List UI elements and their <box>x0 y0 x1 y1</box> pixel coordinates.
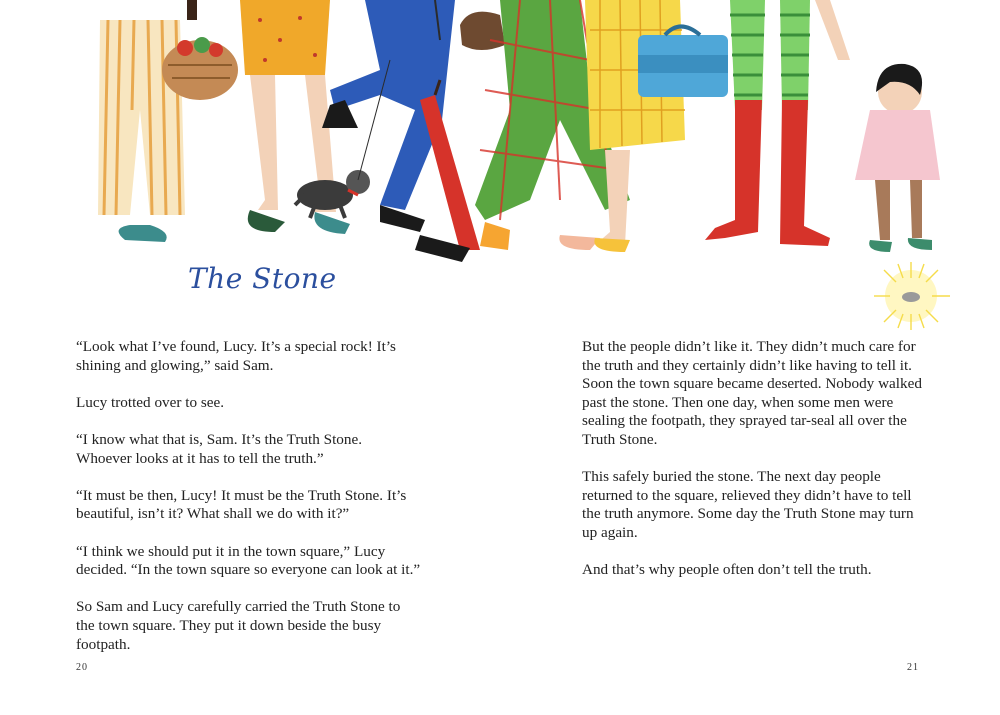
right-page-text <box>582 338 932 598</box>
brown-bag <box>460 12 505 50</box>
paragraph: “Look what I’ve found, Lucy. It’s a special rock! It’s shining and glowing,” said Sam. <box>76 338 396 374</box>
page-number-left: 20 <box>76 662 88 673</box>
left-page-text <box>76 338 421 673</box>
paragraph: “It must be then, Lucy! It must be the Truth Stone. It’s beautiful, isn’t it? What shall we do with it?” <box>76 486 407 523</box>
page-number-right: 21 <box>907 662 919 673</box>
blue-briefcase <box>638 27 728 98</box>
story-title: The Stone <box>188 262 337 295</box>
crowd-illustration <box>90 0 960 270</box>
paragraph: So Sam and Lucy carefully carried the Truth Stone to the town square. They put it down beside the busy footpath. <box>76 598 401 653</box>
glowing-stone <box>866 258 956 333</box>
paragraph: “I know what that is, Sam. It’s the Truth Stone. Whoever looks at it has to tell the truth.” <box>76 430 363 467</box>
paragraph: This safely buried the stone. The next day people returned to the square, relieved they didn’t have to tell the truth anymore. Some day the Truth Stone may turn up again. <box>582 468 914 541</box>
paragraph: “I think we should put it in the town square,” Lucy decided. “In the town square so everyone can look at it.” <box>76 542 421 579</box>
paragraph: And that’s why people often don’t tell the truth. <box>582 561 872 579</box>
striped-trousers-figure <box>98 0 238 242</box>
paragraph: But the people didn’t like it. They didn’t much care for the truth and they certainly didn’t like having to tell it. Soon the town square became deserted. Nobody walked past the stone. Then one day, when some men were sealing the footpath, they sprayed tar-seal all over the Truth Stone. <box>582 338 922 448</box>
paragraph: Lucy trotted over to see. <box>76 393 225 411</box>
girl-figure <box>815 0 940 252</box>
blue-suit-figure <box>322 0 480 250</box>
